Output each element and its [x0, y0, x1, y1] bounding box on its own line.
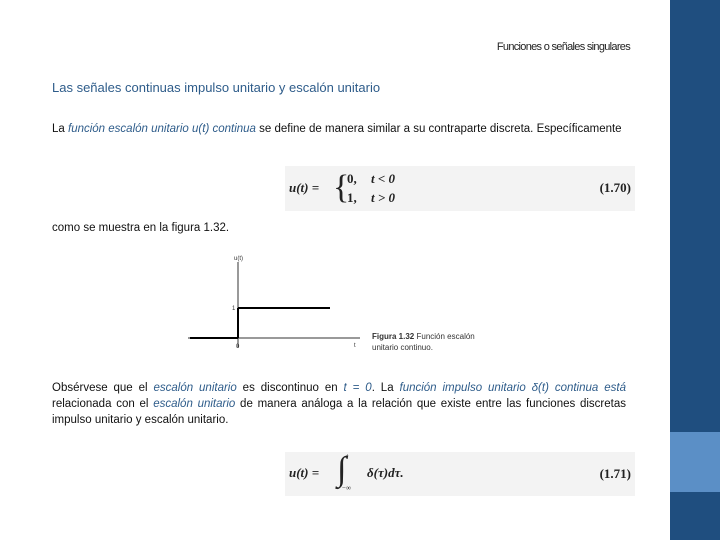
x-axis-label: t [354, 343, 356, 349]
sidebar-accent-block [667, 432, 720, 492]
paragraph-impulse-relation: Obsérvese que el escalón unitario es discontinuo en t = 0. La función impulso unitario δ(t) continua está relacionada con el escalón unitario de manera análoga a la relación que existe entre las funciones discretas impulso unitario y escalón unitario. [52, 382, 626, 426]
sidebar-divider [667, 0, 670, 540]
slide-header-title: Funciones o señales singulares [496, 41, 630, 53]
equation-1-70 [285, 166, 635, 211]
equation-number: (1.71) [599, 466, 631, 481]
equation-case-2: 1, t > 0 [347, 190, 396, 205]
figure-caption-title: Figura 1.32 Función escalón [372, 332, 475, 341]
origin-label: 0 [236, 344, 240, 350]
figure-caption-line2: unitario continuo. [372, 343, 433, 352]
integral-lower-limit: −∞ [342, 484, 351, 492]
equation-number: (1.70) [599, 180, 631, 195]
equation-case-1: 0, t < 0 [347, 171, 396, 186]
equation-lhs: u(t) = [289, 180, 320, 195]
paragraph-step-definition: La función escalón unitario u(t) continua se define de manera similar a su contraparte discreta. Específicamente [52, 123, 622, 135]
equation-1-71 [285, 452, 635, 496]
integral-upper-limit: t [346, 452, 349, 461]
equation-lhs: u(t) = [289, 465, 320, 480]
paragraph-figure-reference: como se muestra en la figura 1.32. [52, 222, 230, 234]
step-function-figure [180, 248, 500, 358]
step-plot-svg [180, 248, 500, 358]
emphasis-step-function: función escalón unitario u(t) continua [68, 123, 256, 135]
step-value-label: 1 [232, 306, 236, 312]
integrand: δ(τ)dτ. [367, 465, 404, 480]
brace-symbol: { [333, 169, 350, 206]
section-heading: Las señales continuas impulso unitario y escalón unitario [52, 80, 381, 95]
y-axis-label: u(t) [234, 256, 243, 262]
integral-symbol: ∫ [337, 451, 347, 488]
